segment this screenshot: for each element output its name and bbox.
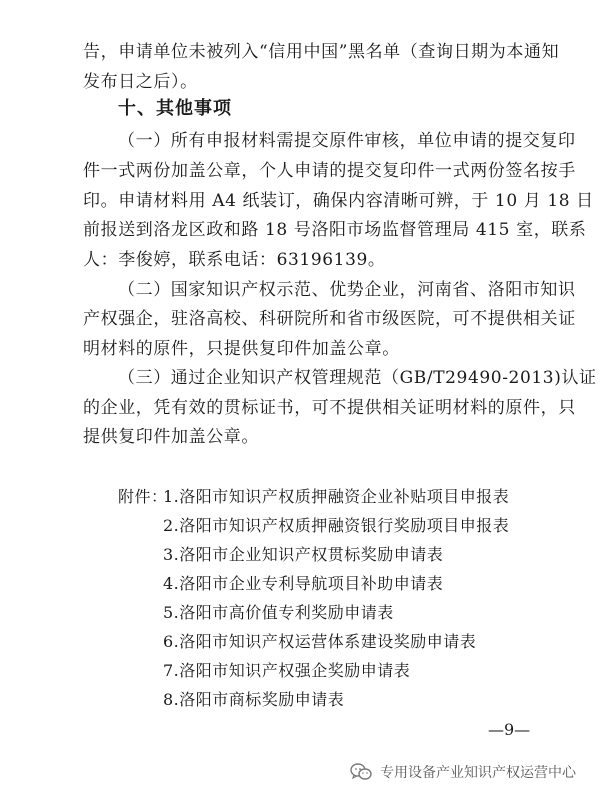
attachment-item: 4.洛阳市企业专利导航项目补助申请表 [163,574,444,593]
attachment-item: 6.洛阳市知识产权运营体系建设奖励申请表 [163,632,477,651]
body-line: 产权强企，驻洛高校、科研院所和省市级医院，可不提供相关证 [83,309,576,329]
body-line: 告，申请单位未被列入“信用中国”黑名单（查询日期为本通知 [83,42,560,62]
attachment-item: 8.洛阳市商标奖励申请表 [163,690,345,709]
body-line: 的企业，凭有效的贯标证书，可不提供相关证明材料的原件，只 [83,398,576,418]
body-line: （二）国家知识产权示范、优势企业，河南省、洛阳市知识 [118,280,576,300]
wechat-icon [350,763,372,781]
body-line: （一）所有申报材料需提交原件审核，单位申请的提交复印 [118,131,576,151]
body-line: 印。申请材料用 A4 纸装订，确保内容清晰可辨，于 10 月 18 日 [83,191,594,211]
watermark [350,762,576,782]
section-heading: 十、其他事项 [118,98,232,119]
watermark-text: 专用设备产业知识产权运营中心 [380,765,576,781]
body-line: 人：李俊婷，联系电话：63196139。 [83,250,386,270]
body-line: 提供复印件加盖公章。 [83,427,259,447]
attachment-item: 3.洛阳市企业知识产权贯标奖励申请表 [163,545,444,564]
body-line: 前报送到洛龙区政和路 18 号洛阳市场监督管理局 415 室，联系 [83,220,587,240]
attachment-item: 5.洛阳市高价值专利奖励申请表 [163,603,394,622]
attachment-item: 2.洛阳市知识产权质押融资银行奖励项目申报表 [163,516,510,535]
body-line: （三）通过企业知识产权管理规范（GB/T29490-2013)认证 [118,368,597,388]
body-line: 明材料的原件，只提供复印件加盖公章。 [83,339,400,359]
attachment-item: 1.洛阳市知识产权质押融资企业补贴项目申报表 [163,487,510,506]
page-number: —9— [488,720,531,739]
attachments-label: 附件： [118,487,168,506]
body-line: 发布日之后）。 [83,72,198,92]
body-line: 件一式两份加盖公章，个人申请的提交复印件一式两份签名按手 [83,161,576,181]
attachment-item: 7.洛阳市知识产权强企奖励申请表 [163,661,411,680]
